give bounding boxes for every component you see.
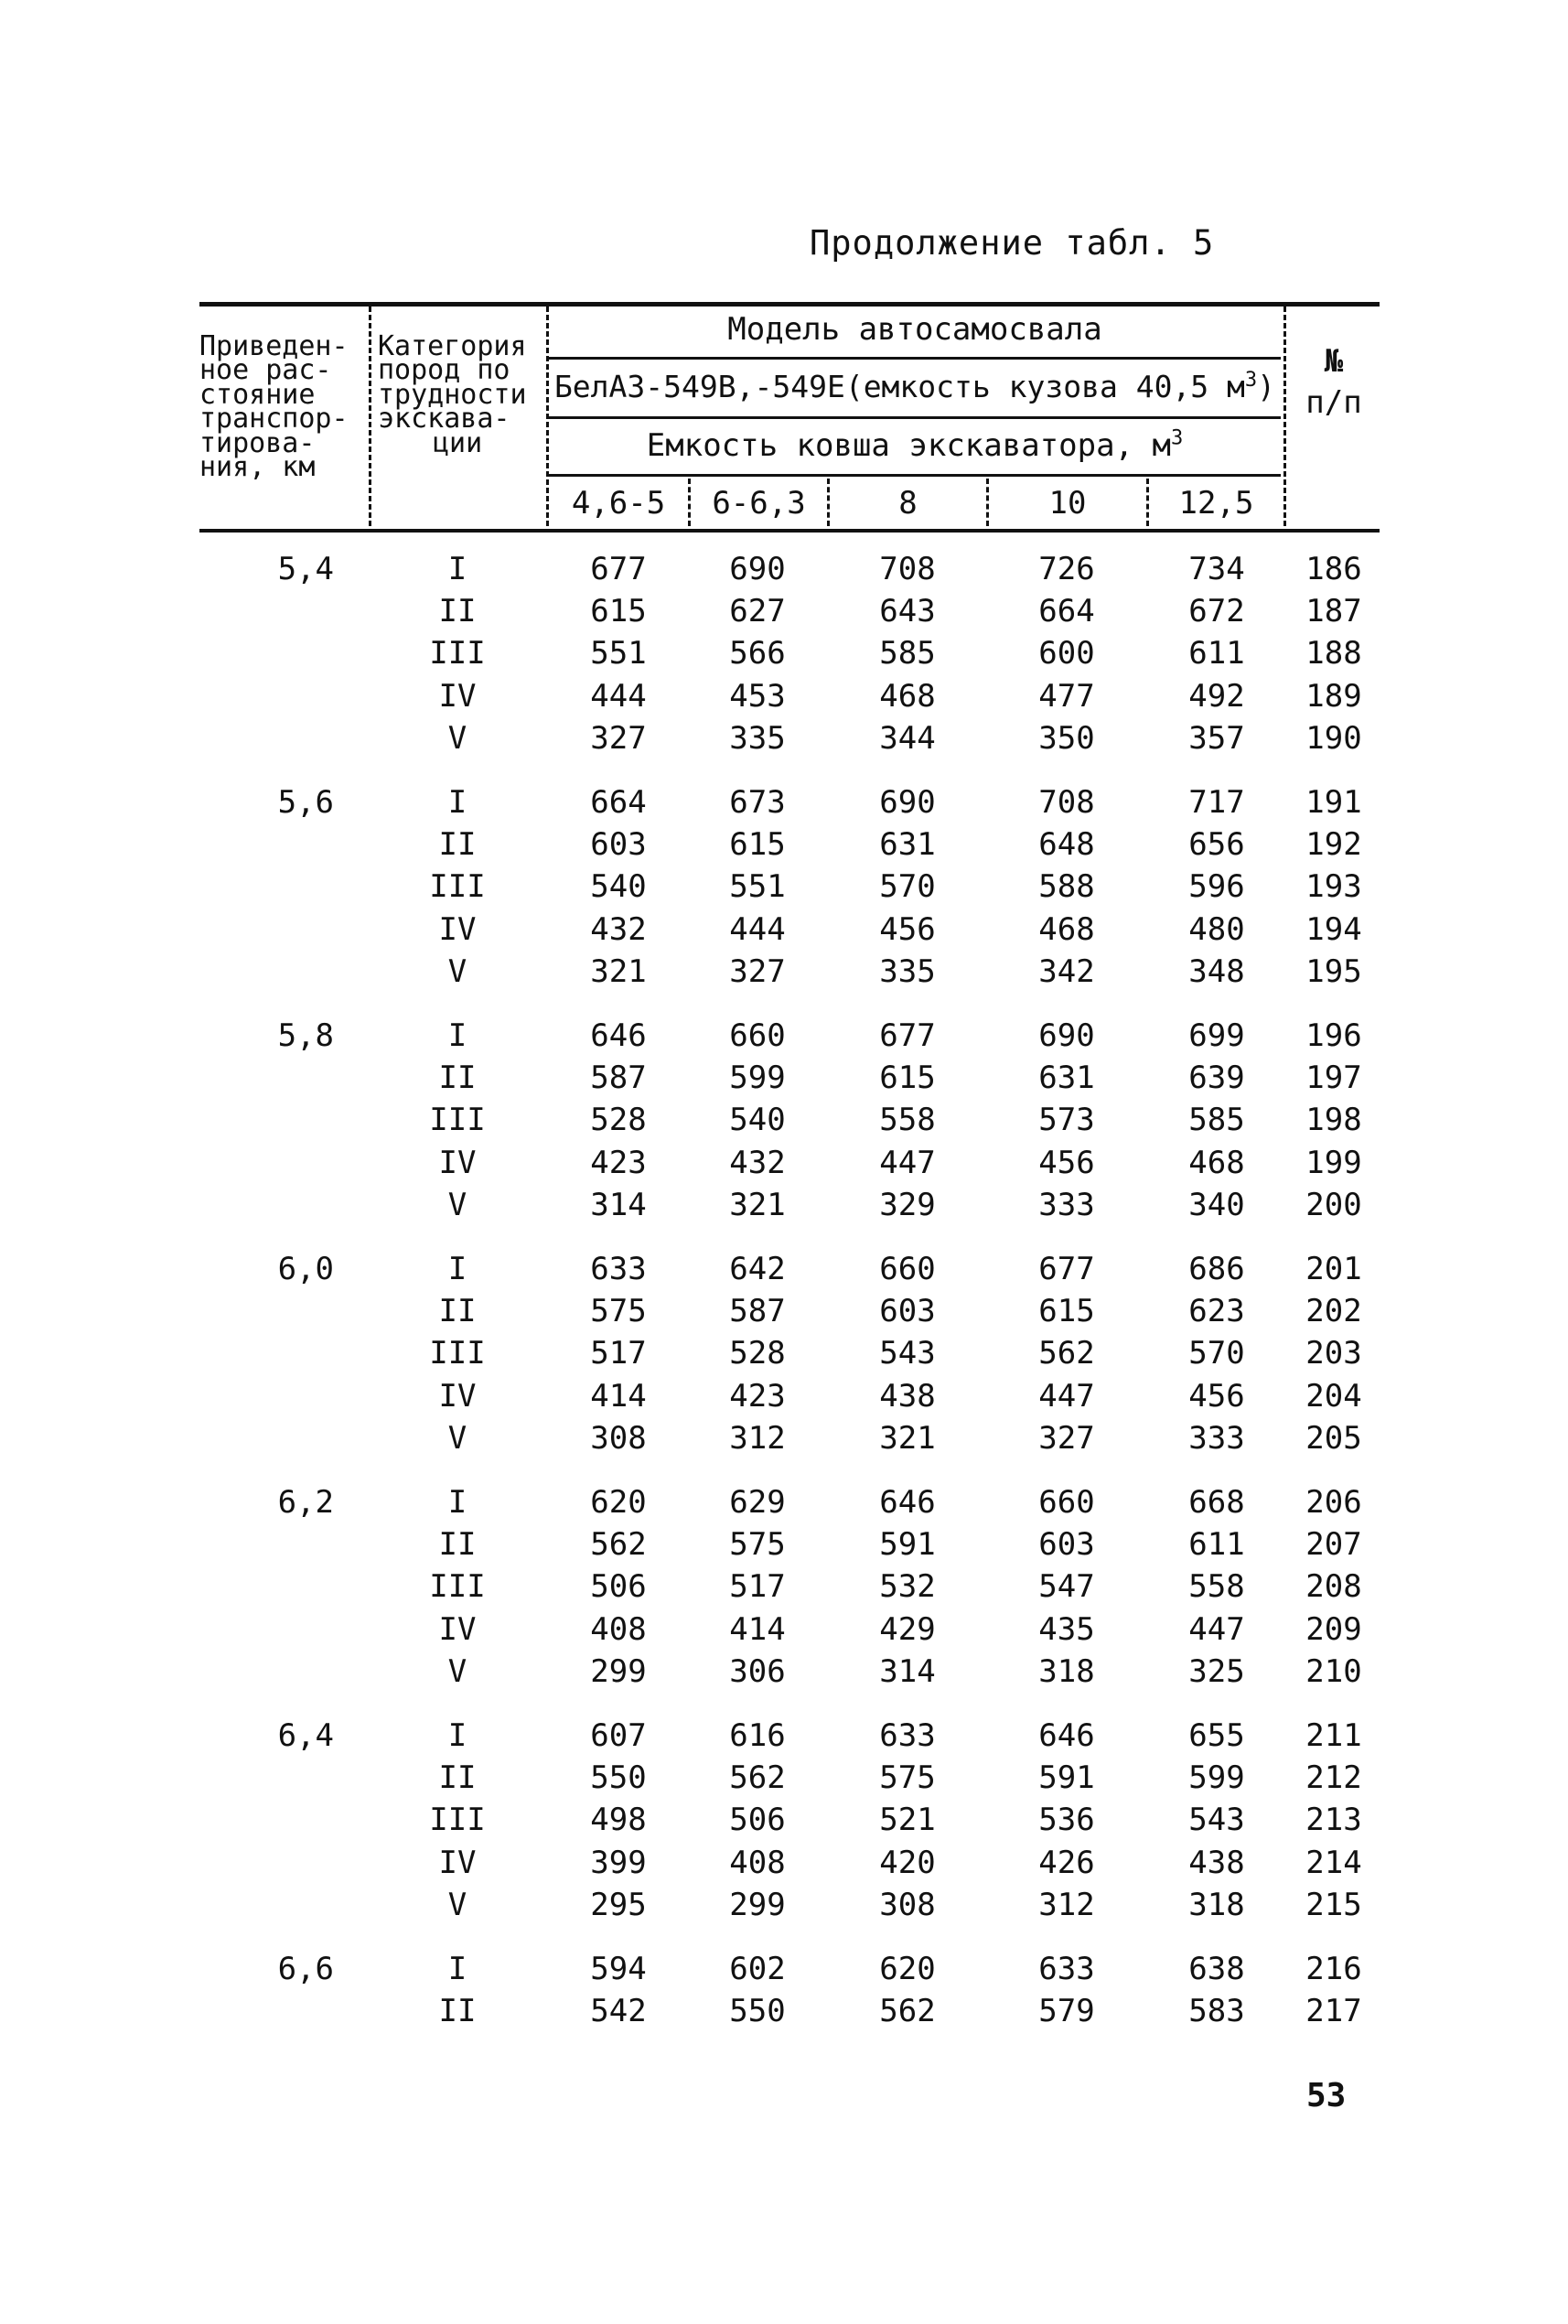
table-cell: 558 [1188, 1568, 1245, 1606]
table-cell: 295 [590, 1886, 647, 1923]
table-cell: 631 [1038, 1060, 1095, 1097]
row-number: 187 [1305, 593, 1362, 630]
table-cell: 506 [590, 1568, 647, 1606]
row-number: 196 [1305, 1017, 1362, 1054]
table-cell: 629 [729, 1484, 786, 1521]
table-cell: 648 [1038, 826, 1095, 864]
bucket-size-3: 8 [898, 485, 918, 522]
truck-underline-rule [549, 416, 1281, 419]
table-cell: 664 [1038, 593, 1095, 630]
table-cell: 312 [729, 1419, 786, 1457]
table-cell: 551 [590, 635, 647, 672]
table-cell: 690 [729, 551, 786, 587]
table-cell: 573 [1038, 1102, 1095, 1139]
row-number: 192 [1305, 826, 1362, 864]
table-cell: 615 [590, 593, 647, 630]
category-value: II [438, 1993, 477, 2030]
table-cell: 607 [590, 1717, 647, 1754]
table-cell: 690 [879, 784, 936, 821]
table-cell: 615 [879, 1060, 936, 1097]
table-cell: 335 [879, 952, 936, 990]
table-cell: 633 [1038, 1951, 1095, 1987]
header-truck-model: БелАЗ-549В,-549Е(емкость кузова 40,5 $м^3$) [553, 369, 1276, 404]
distance-value: 6,6 [277, 1951, 334, 1987]
row-number: 216 [1305, 1951, 1362, 1987]
table-cell: 528 [590, 1102, 647, 1139]
table-cell: 551 [729, 868, 786, 906]
category-value: I [447, 1251, 467, 1287]
table-cell: 506 [729, 1802, 786, 1839]
category-value: IV [438, 1144, 477, 1181]
table-cell: 325 [1188, 1652, 1245, 1690]
table-cell: 327 [729, 952, 786, 990]
table-cell: 498 [590, 1802, 647, 1839]
row-number: 210 [1305, 1652, 1362, 1690]
table-cell: 444 [590, 677, 647, 715]
table-cell: 591 [1038, 1759, 1095, 1797]
distance-value: 5,4 [277, 551, 334, 587]
table-cell: 599 [729, 1060, 786, 1097]
header-model-label: Модель автосамосвала [727, 311, 1102, 348]
category-value: V [447, 1186, 467, 1223]
row-number: 188 [1305, 635, 1362, 672]
table-cell: 562 [1038, 1335, 1095, 1372]
table-cell: 468 [1038, 910, 1095, 948]
category-value: I [447, 1717, 467, 1754]
bucket-size-5: 12,5 [1178, 485, 1254, 522]
table-cell: 627 [729, 593, 786, 630]
table-cell: 585 [1188, 1102, 1245, 1139]
table-cell: 540 [729, 1102, 786, 1139]
table-cell: 333 [1188, 1419, 1245, 1457]
table-cell: 588 [1038, 868, 1095, 906]
category-value: I [447, 1951, 467, 1987]
category-value: IV [438, 1610, 477, 1648]
row-number: 201 [1305, 1251, 1362, 1287]
table-cell: 575 [879, 1759, 936, 1797]
table-cell: 550 [590, 1759, 647, 1797]
row-number: 198 [1305, 1102, 1362, 1139]
header-distance: Приведен- ное рас- стояние транспор- тирова- ния, км [199, 330, 349, 483]
category-value: II [438, 1060, 477, 1097]
table-cell: 603 [590, 826, 647, 864]
bucket-underline-rule [549, 474, 1281, 477]
table-cell: 734 [1188, 551, 1245, 587]
table-cell: 432 [590, 910, 647, 948]
category-value: II [438, 1759, 477, 1797]
table-cell: 642 [729, 1251, 786, 1287]
table-cell: 660 [729, 1017, 786, 1054]
table-cell: 335 [729, 719, 786, 757]
table-cell: 438 [1188, 1844, 1245, 1881]
category-value: III [429, 1102, 486, 1139]
table-cell: 468 [879, 677, 936, 715]
table-cell: 726 [1038, 551, 1095, 587]
table-cell: 602 [729, 1951, 786, 1987]
table-cell: 570 [1188, 1335, 1245, 1372]
table-cell: 656 [1188, 826, 1245, 864]
table-cell: 321 [879, 1419, 936, 1457]
table-cell: 708 [879, 551, 936, 587]
table-cell: 547 [1038, 1568, 1095, 1606]
table-cell: 566 [729, 635, 786, 672]
table-cell: 633 [590, 1251, 647, 1287]
category-value: III [429, 1802, 486, 1839]
category-value: V [447, 719, 467, 757]
table-cell: 492 [1188, 677, 1245, 715]
table-cell: 314 [879, 1652, 936, 1690]
table-cell: 540 [590, 868, 647, 906]
distance-value: 6,2 [277, 1484, 334, 1521]
table-cell: 550 [729, 1993, 786, 2030]
table-cell: 543 [1188, 1802, 1245, 1839]
bucket-size-4: 10 [1048, 485, 1087, 522]
table-cell: 456 [1188, 1377, 1245, 1415]
table-cell: 699 [1188, 1017, 1245, 1054]
table-cell: 340 [1188, 1186, 1245, 1223]
table-cell: 308 [590, 1419, 647, 1457]
table-cell: 423 [590, 1144, 647, 1181]
table-cell: 536 [1038, 1802, 1095, 1839]
table-cell: 591 [879, 1526, 936, 1564]
row-number: 205 [1305, 1419, 1362, 1457]
table-cell: 611 [1188, 635, 1245, 672]
table-cell: 329 [879, 1186, 936, 1223]
table-cell: 333 [1038, 1186, 1095, 1223]
table-cell: 579 [1038, 1993, 1095, 2030]
row-number: 186 [1305, 551, 1362, 587]
header-sep-1 [369, 307, 371, 526]
category-value: I [447, 551, 467, 587]
table-cell: 414 [590, 1377, 647, 1415]
header-bucket-label: Емкость ковша экскаватора, $м^3$ [646, 426, 1184, 464]
table-cell: 686 [1188, 1251, 1245, 1287]
row-number: 212 [1305, 1759, 1362, 1797]
table-cell: 517 [729, 1568, 786, 1606]
header-number-label: п/п [1305, 384, 1362, 421]
table-cell: 456 [1038, 1144, 1095, 1181]
table-cell: 420 [879, 1844, 936, 1881]
row-number: 193 [1305, 868, 1362, 906]
row-number: 199 [1305, 1144, 1362, 1181]
table-cell: 408 [590, 1610, 647, 1648]
table-cell: 660 [879, 1251, 936, 1287]
table-cell: 344 [879, 719, 936, 757]
row-number: 190 [1305, 719, 1362, 757]
table-cell: 432 [729, 1144, 786, 1181]
row-number: 207 [1305, 1526, 1362, 1564]
table-cell: 357 [1188, 719, 1245, 757]
table-cell: 299 [729, 1886, 786, 1923]
table-cell: 299 [590, 1652, 647, 1690]
table-cell: 562 [879, 1993, 936, 2030]
table-cell: 639 [1188, 1060, 1245, 1097]
table-cell: 690 [1038, 1017, 1095, 1054]
table-cell: 677 [1038, 1251, 1095, 1287]
page-number: 53 [1306, 2077, 1347, 2114]
table-cell: 668 [1188, 1484, 1245, 1521]
table-cell: 594 [590, 1951, 647, 1987]
table-cell: 318 [1188, 1886, 1245, 1923]
table-cell: 423 [729, 1377, 786, 1415]
category-value: I [447, 1484, 467, 1521]
model-underline-rule [549, 357, 1281, 360]
header-sep-3 [1283, 307, 1286, 526]
category-value: IV [438, 910, 477, 948]
category-value: I [447, 784, 467, 821]
table-cell: 570 [879, 868, 936, 906]
category-value: II [438, 593, 477, 630]
table-cell: 321 [729, 1186, 786, 1223]
category-value: IV [438, 677, 477, 715]
distance-value: 5,8 [277, 1017, 334, 1054]
bucket-size-2: 6-6,3 [712, 485, 806, 522]
category-value: III [429, 635, 486, 672]
table-cell: 643 [879, 593, 936, 630]
row-number: 200 [1305, 1186, 1362, 1223]
category-value: IV [438, 1844, 477, 1881]
table-cell: 435 [1038, 1610, 1095, 1648]
table-cell: 342 [1038, 952, 1095, 990]
category-value: III [429, 868, 486, 906]
table-caption: Продолжение табл. 5 [810, 223, 1215, 263]
table-cell: 677 [590, 551, 647, 587]
table-cell: 468 [1188, 1144, 1245, 1181]
table-cell: 444 [729, 910, 786, 948]
table-cell: 453 [729, 677, 786, 715]
table-cell: 480 [1188, 910, 1245, 948]
table-cell: 673 [729, 784, 786, 821]
table-cell: 717 [1188, 784, 1245, 821]
table-cell: 603 [1038, 1526, 1095, 1564]
row-number: 214 [1305, 1844, 1362, 1881]
table-cell: 350 [1038, 719, 1095, 757]
table-cell: 677 [879, 1017, 936, 1054]
table-cell: 327 [1038, 1419, 1095, 1457]
table-cell: 477 [1038, 677, 1095, 715]
table-cell: 532 [879, 1568, 936, 1606]
table-cell: 655 [1188, 1717, 1245, 1754]
table-cell: 587 [590, 1060, 647, 1097]
table-cell: 631 [879, 826, 936, 864]
category-value: V [447, 1886, 467, 1923]
table-cell: 528 [729, 1335, 786, 1372]
distance-value: 6,4 [277, 1717, 334, 1754]
row-number: 208 [1305, 1568, 1362, 1606]
category-value: II [438, 1526, 477, 1564]
category-value: V [447, 1419, 467, 1457]
table-cell: 521 [879, 1802, 936, 1839]
table-cell: 399 [590, 1844, 647, 1881]
table-cell: 585 [879, 635, 936, 672]
table-cell: 562 [729, 1759, 786, 1797]
table-cell: 558 [879, 1102, 936, 1139]
row-number: 217 [1305, 1993, 1362, 2030]
table-cell: 438 [879, 1377, 936, 1415]
table-cell: 646 [1038, 1717, 1095, 1754]
table-cell: 596 [1188, 868, 1245, 906]
table-cell: 600 [1038, 635, 1095, 672]
table-cell: 314 [590, 1186, 647, 1223]
category-value: V [447, 952, 467, 990]
table-cell: 408 [729, 1844, 786, 1881]
row-number: 203 [1305, 1335, 1362, 1372]
table-cell: 660 [1038, 1484, 1095, 1521]
row-number: 191 [1305, 784, 1362, 821]
table-cell: 646 [590, 1017, 647, 1054]
table-cell: 327 [590, 719, 647, 757]
header-top-rule [199, 302, 1380, 307]
row-number: 202 [1305, 1293, 1362, 1330]
table-cell: 611 [1188, 1526, 1245, 1564]
row-number: 204 [1305, 1377, 1362, 1415]
row-number: 194 [1305, 910, 1362, 948]
bucket-size-1: 4,6-5 [571, 485, 666, 522]
table-cell: 615 [729, 826, 786, 864]
header-category: Категория пород по трудности экскава- ции [378, 330, 527, 459]
category-value: II [438, 1293, 477, 1330]
table-cell: 623 [1188, 1293, 1245, 1330]
table-cell: 708 [1038, 784, 1095, 821]
table-cell: 616 [729, 1717, 786, 1754]
table-cell: 638 [1188, 1951, 1245, 1987]
table-cell: 318 [1038, 1652, 1095, 1690]
header-bottom-rule [199, 529, 1380, 533]
table-cell: 672 [1188, 593, 1245, 630]
distance-value: 6,0 [277, 1251, 334, 1287]
row-number: 213 [1305, 1802, 1362, 1839]
table-cell: 664 [590, 784, 647, 821]
row-number: 195 [1305, 952, 1362, 990]
table-cell: 575 [729, 1526, 786, 1564]
table-cell: 615 [1038, 1293, 1095, 1330]
table-cell: 543 [879, 1335, 936, 1372]
header-number-sign: № [1324, 343, 1344, 380]
table-cell: 456 [879, 910, 936, 948]
table-cell: 620 [590, 1484, 647, 1521]
table-cell: 575 [590, 1293, 647, 1330]
table-cell: 447 [1038, 1377, 1095, 1415]
table-cell: 517 [590, 1335, 647, 1372]
table-cell: 583 [1188, 1993, 1245, 2030]
category-value: III [429, 1335, 486, 1372]
row-number: 197 [1305, 1060, 1362, 1097]
table-cell: 646 [879, 1484, 936, 1521]
category-value: II [438, 826, 477, 864]
table-cell: 426 [1038, 1844, 1095, 1881]
row-number: 206 [1305, 1484, 1362, 1521]
category-value: IV [438, 1377, 477, 1415]
table-cell: 312 [1038, 1886, 1095, 1923]
distance-value: 5,6 [277, 784, 334, 821]
row-number: 189 [1305, 677, 1362, 715]
row-number: 215 [1305, 1886, 1362, 1923]
table-cell: 633 [879, 1717, 936, 1754]
row-number: 209 [1305, 1610, 1362, 1648]
table-cell: 447 [879, 1144, 936, 1181]
table-cell: 308 [879, 1886, 936, 1923]
row-number: 211 [1305, 1717, 1362, 1754]
table-cell: 599 [1188, 1759, 1245, 1797]
category-value: III [429, 1568, 486, 1606]
category-value: V [447, 1652, 467, 1690]
table-cell: 348 [1188, 952, 1245, 990]
table-cell: 447 [1188, 1610, 1245, 1648]
table-cell: 562 [590, 1526, 647, 1564]
category-value: I [447, 1017, 467, 1054]
table-cell: 620 [879, 1951, 936, 1987]
table-cell: 306 [729, 1652, 786, 1690]
table-cell: 321 [590, 952, 647, 990]
table-cell: 414 [729, 1610, 786, 1648]
table-cell: 429 [879, 1610, 936, 1648]
table-cell: 587 [729, 1293, 786, 1330]
table-cell: 542 [590, 1993, 647, 2030]
table-cell: 603 [879, 1293, 936, 1330]
